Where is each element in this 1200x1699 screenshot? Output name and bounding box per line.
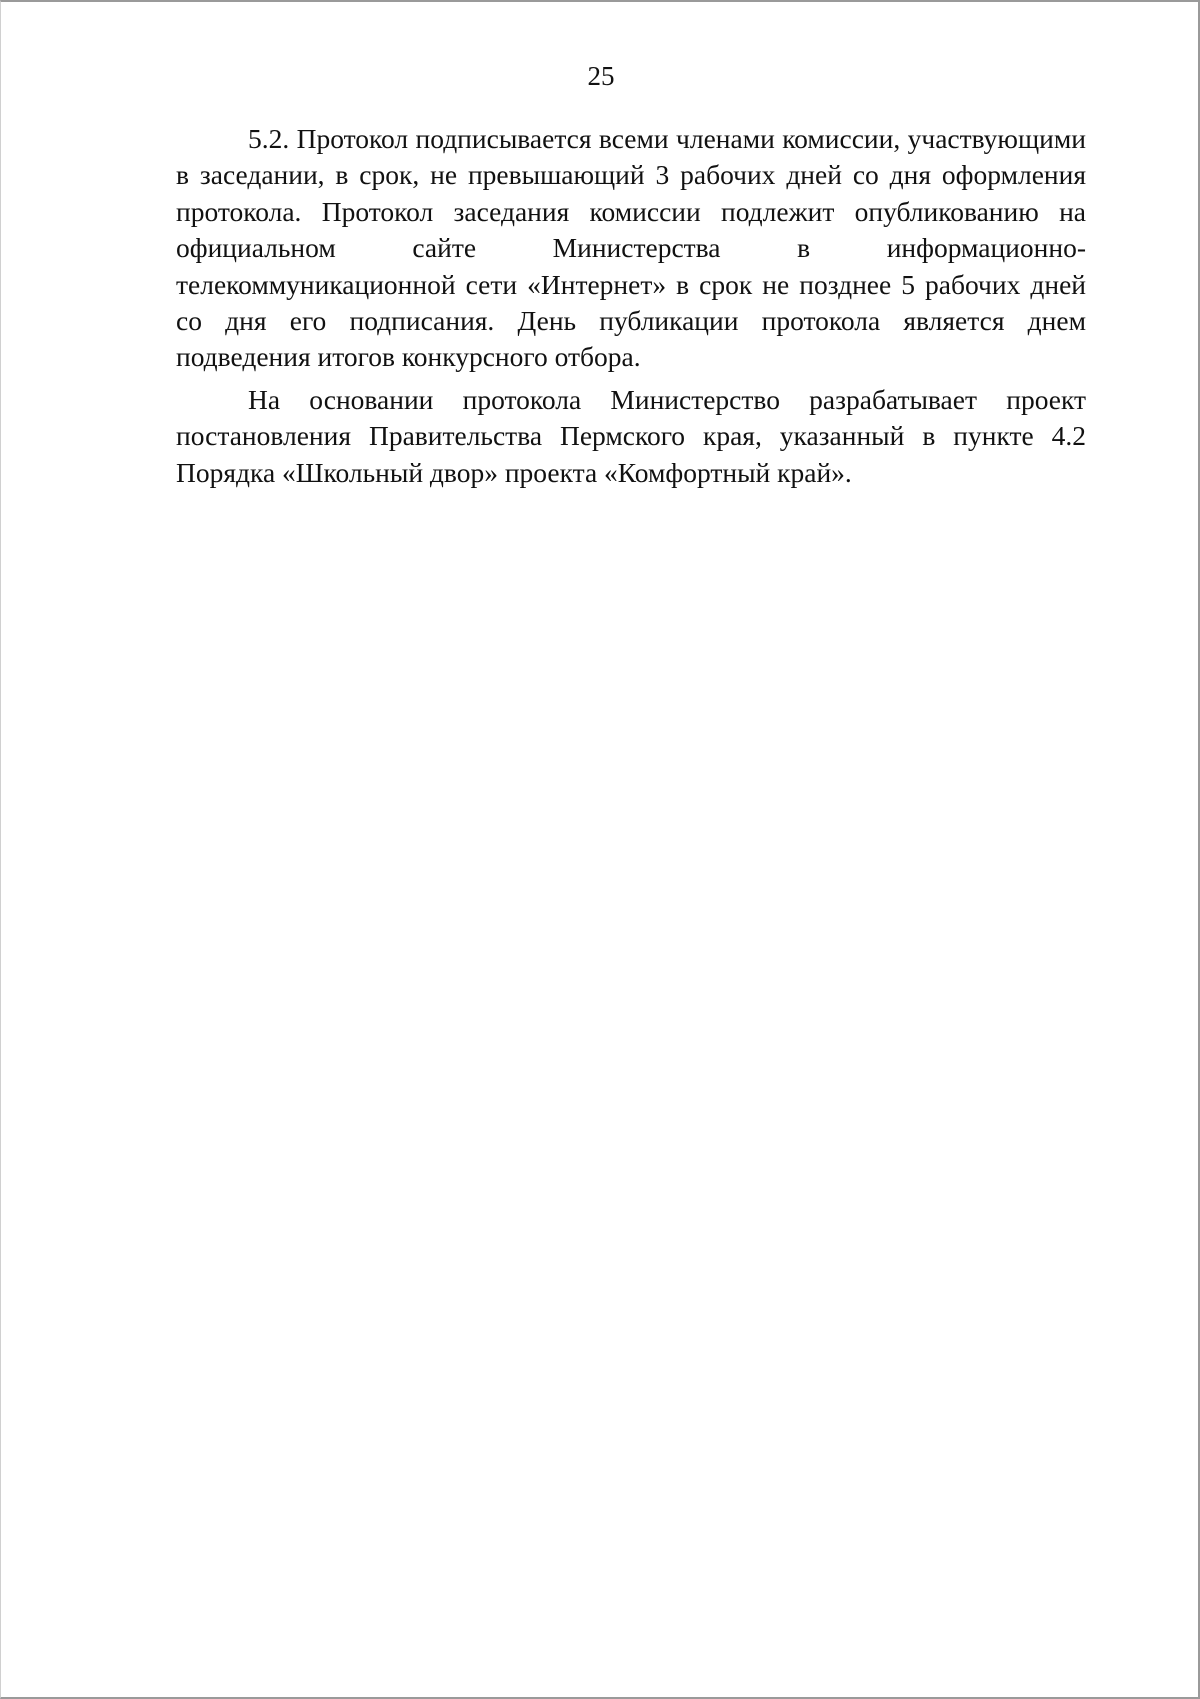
document-body — [176, 121, 1086, 497]
page-number: 25 — [587, 61, 615, 91]
paragraph-protocol-signing: 5.2. Протокол подписывается всеми членами комиссии, участвующими в заседании, в срок, не превышающий 3 рабочих дней со дня оформления протокола. Протокол заседания комиссии подлежит опубликованию на официальном сайте Министерства в информационно-телекоммуникационной сети «Интернет» в срок не позднее 5 рабочих дней со дня его подписания. День публикации протокола является днем подведения итогов конкурсного отбора. — [176, 123, 1086, 373]
paragraph-ministry-resolution: На основании протокола Министерство разрабатывает проект постановления Правительства Пермского края, указанный в пункте 4.2 Порядка «Школьный двор» проекта «Комфортный край». — [176, 383, 1086, 488]
